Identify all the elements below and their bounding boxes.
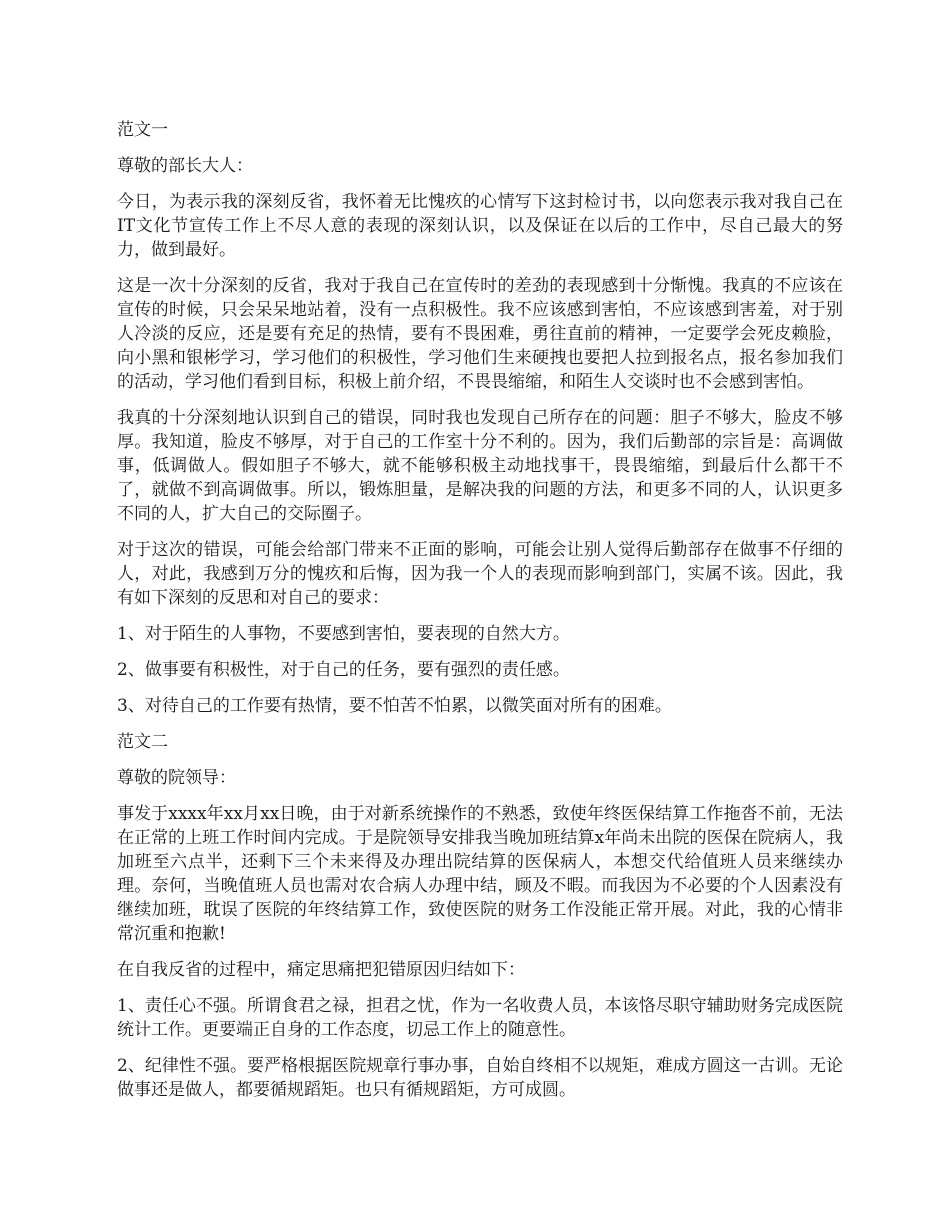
salutation-1: 尊敬的部长大人： bbox=[117, 156, 253, 176]
paragraph: 今日，为表示我的深刻反省，我怀着无比愧疚的心情写下这封检讨书，以向您表示我对我自己在IT文化节宣传工作上不尽人意的表现的深刻认识，以及保证在以后的工作中，尽自己最大的努力，做到最好。 bbox=[117, 192, 843, 260]
list-item: 2、做事要有积极性，对于自己的任务，要有强烈的责任感。 bbox=[117, 660, 570, 680]
list-item: 1、责任心不强。所谓食君之禄，担君之忧，作为一名收费人员，本该恪尽职守辅助财务完成医院统计工作。更要端正自身的工作态度，切忌工作上的随意性。 bbox=[117, 996, 843, 1040]
list-item: 1、对于陌生的人事物，不要感到害怕，要表现的自然大方。 bbox=[117, 624, 570, 644]
section-heading-1: 范文一 bbox=[117, 120, 168, 140]
salutation-2: 尊敬的院领导： bbox=[117, 768, 236, 788]
paragraph: 在自我反省的过程中，痛定思痛把犯错原因归结如下： bbox=[117, 960, 525, 980]
paragraph: 对于这次的错误，可能会给部门带来不正面的影响，可能会让别人觉得后勤部存在做事不仔细的人，对此，我感到万分的愧疚和后悔，因为我一个人的表现而影响到部门，实属不该。因此，我有如下深刻的反思和对自己的要求： bbox=[117, 540, 843, 608]
list-item: 3、对待自己的工作要有热情，要不怕苦不怕累，以微笑面对所有的困难。 bbox=[117, 696, 672, 716]
paragraph: 这是一次十分深刻的反省，我对于我自己在宣传时的差劲的表现感到十分惭愧。我真的不应该在宣传的时候，只会呆呆地站着，没有一点积极性。我不应该感到害怕，不应该感到害羞，对于别人冷淡的反应，还是要有充足的热情，要有不畏困难，勇往直前的精神，一定要学会死皮赖脸，向小黑和银彬学习，学习他们的积极性，学习他们生来硬拽也要把人拉到报名点，报名参加我们的活动，学习他们看到目标，积极上前介绍，不畏畏缩缩，和陌生人交谈时也不会感到害怕。 bbox=[117, 276, 843, 392]
document-body bbox=[117, 118, 843, 1114]
paragraph: 事发于xxxx年xx月xx日晚，由于对新系统操作的不熟悉，致使年终医保结算工作拖沓不前，无法在正常的上班工作时间内完成。于是院领导安排我当晚加班结算x年尚未出院的医保在院病人，我加班至六点半，还剩下三个未来得及办理出院结算的医保病人，本想交代给值班人员来继续办理。奈何，当晚值班人员也需对农合病人办理中结，顾及不暇。而我因为不必要的个人因素没有继续加班，耽误了医院的年终结算工作，致使医院的财务工作没能正常开展。对此，我的心情非常沉重和抱歉! bbox=[117, 804, 843, 944]
section-heading-2: 范文二 bbox=[117, 732, 168, 752]
paragraph: 我真的十分深刻地认识到自己的错误，同时我也发现自己所存在的问题：胆子不够大，脸皮不够厚。我知道，脸皮不够厚，对于自己的工作室十分不利的。因为，我们后勤部的宗旨是：高调做事，低调做人。假如胆子不够大，就不能够积极主动地找事干，畏畏缩缩，到最后什么都干不了，就做不到高调做事。所以，锻炼胆量，是解决我的问题的方法，和更多不同的人，认识更多不同的人，扩大自己的交际圈子。 bbox=[117, 408, 843, 524]
list-item: 2、纪律性不强。要严格根据医院规章行事办事，自始自终相不以规矩，难成方圆这一古训。无论做事还是做人，都要循规蹈矩。也只有循规蹈矩，方可成圆。 bbox=[117, 1056, 843, 1100]
